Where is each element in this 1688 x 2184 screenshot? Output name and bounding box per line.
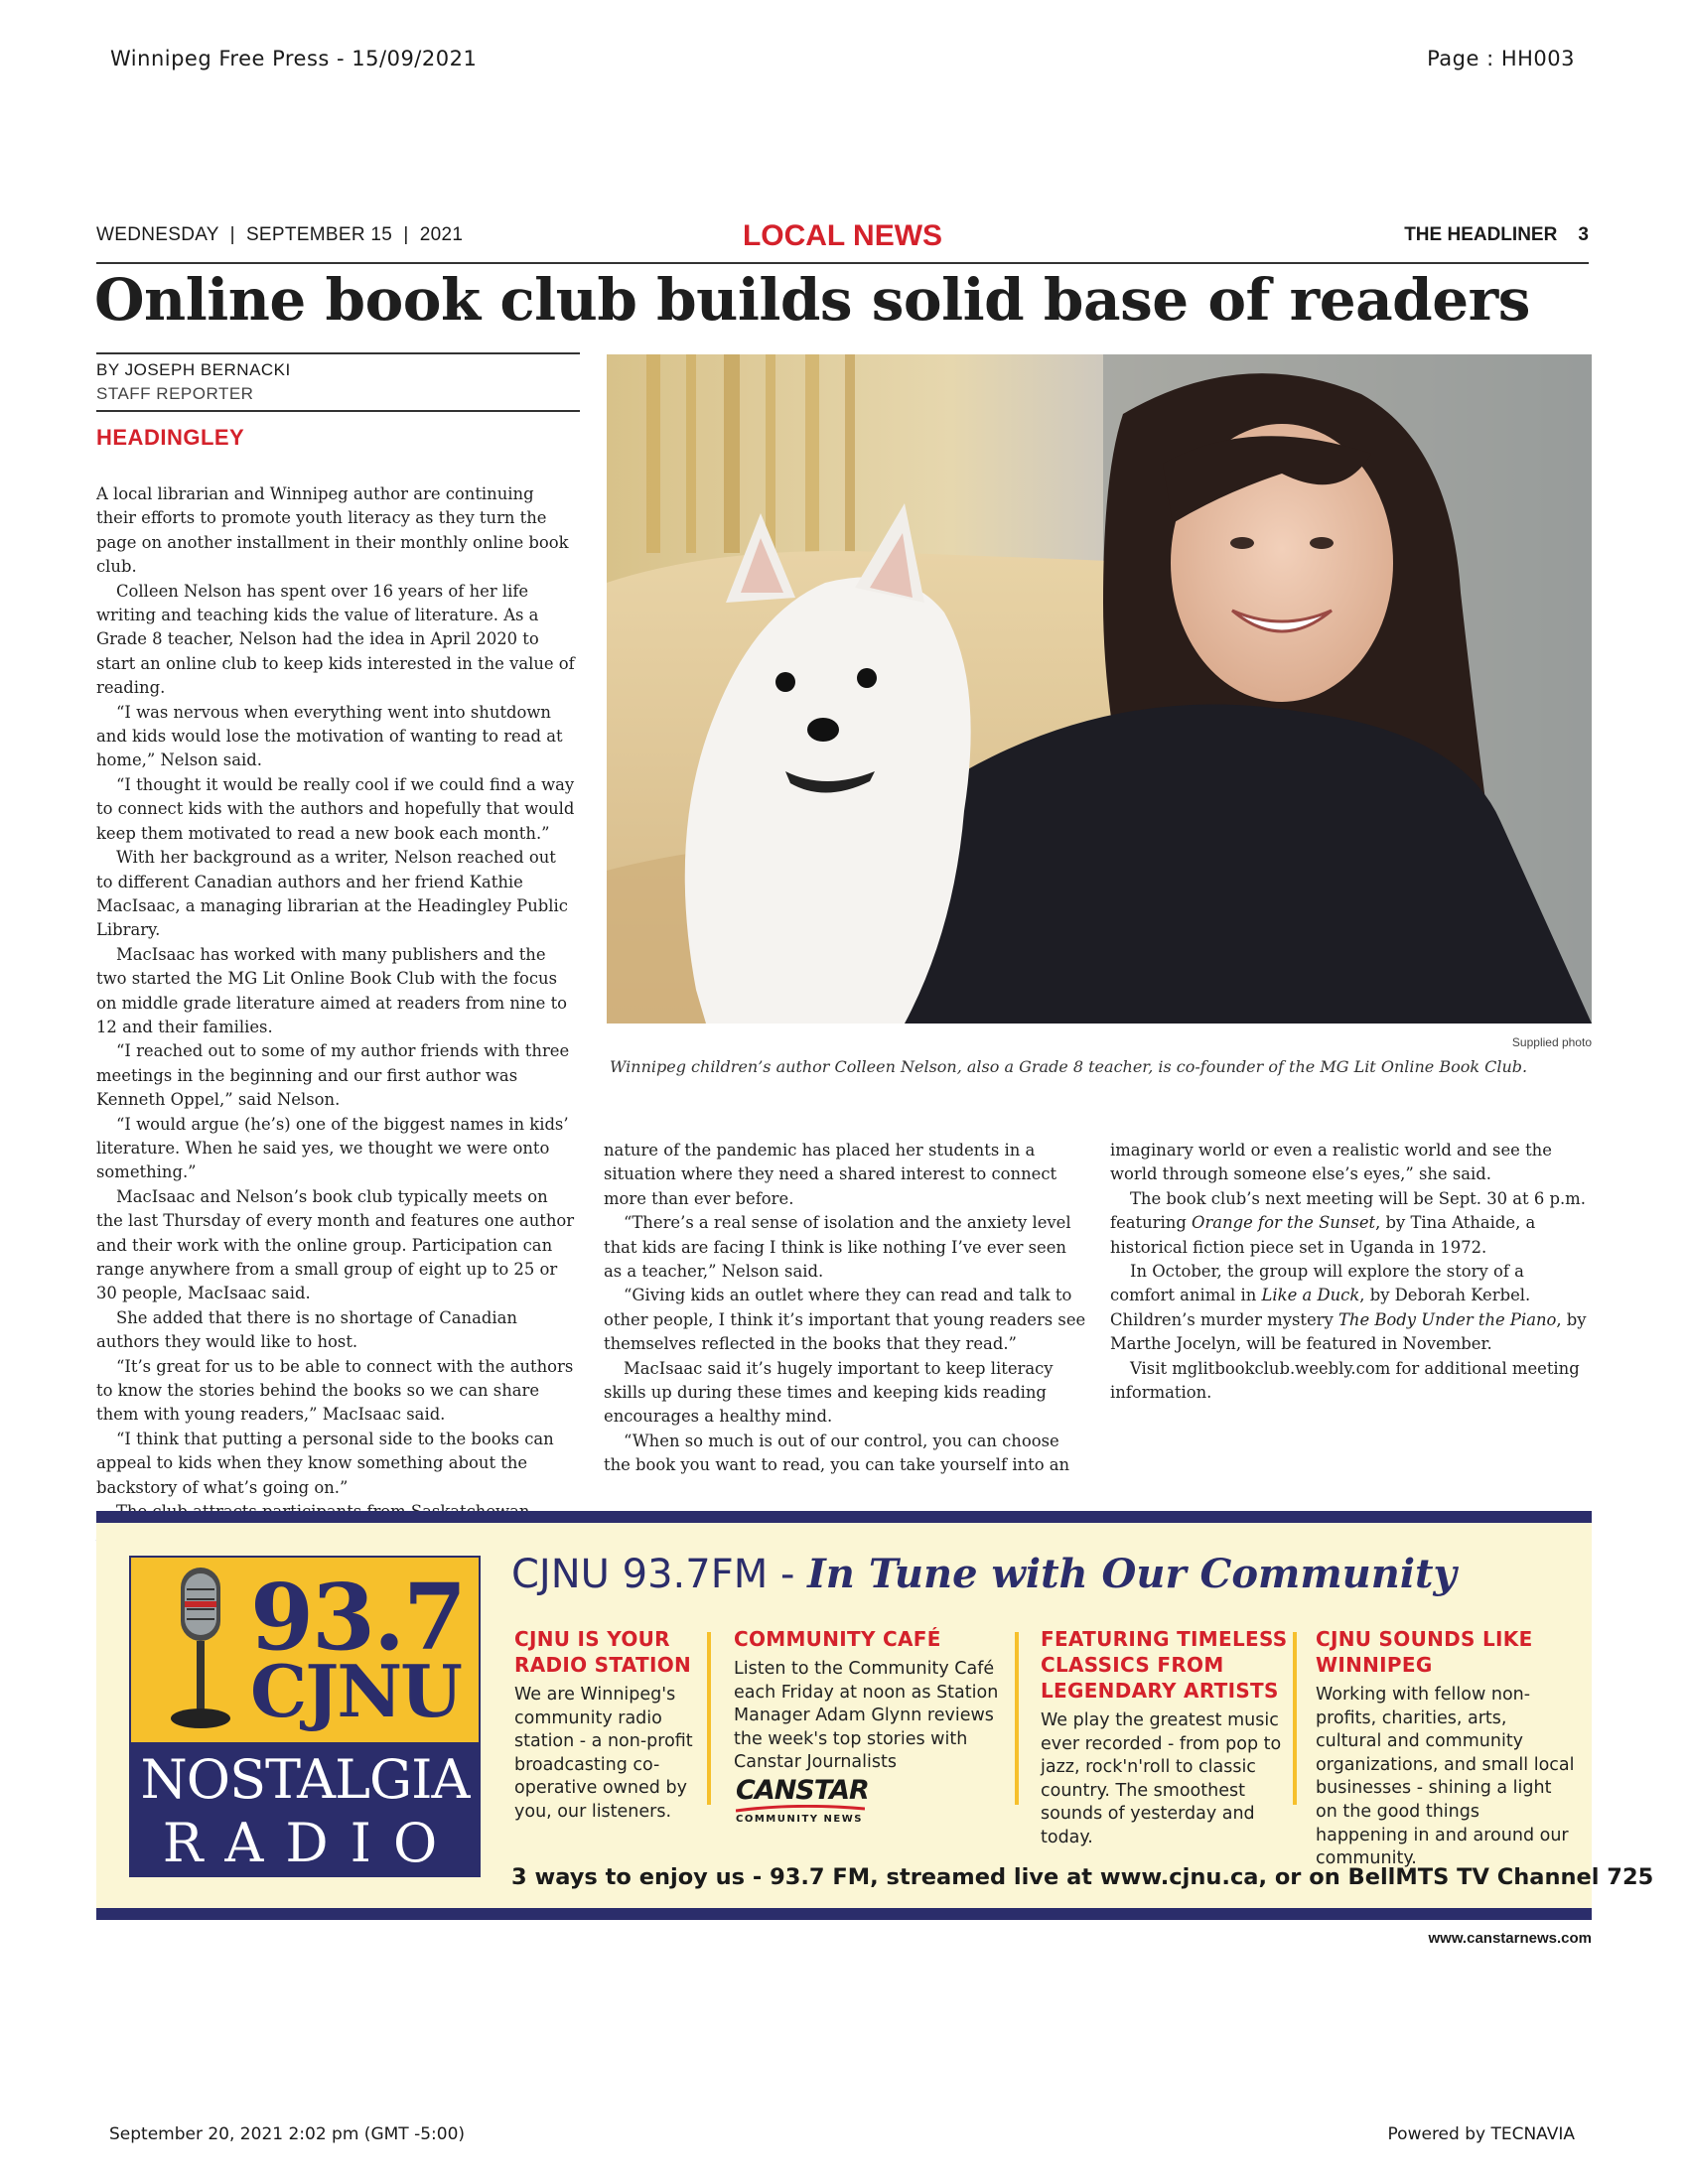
publication-name: THE HEADLINER 3 xyxy=(1404,224,1589,245)
paragraph: “I think that putting a personal side to the books can appeal to kids when they know something about the backstory of what’s going on.” xyxy=(96,1429,554,1497)
headline: Online book club builds solid base of readers xyxy=(94,266,1530,334)
logo-callsign: CJNU xyxy=(250,1649,461,1733)
photo-caption: Winnipeg children’s author Colleen Nelson, also a Grade 8 teacher, is co-founder of the MG Lit Online Book Club. xyxy=(610,1057,1528,1076)
ad-column-heading: FEATURING TIMELESS CLASSICS FROM LEGENDARY ARTISTS xyxy=(1041,1627,1288,1703)
ad-column-text: We play the greatest music ever recorded - from pop to jazz, rock'n'roll to classic country. The smoothest sounds of yesterday and today. xyxy=(1041,1710,1282,1847)
ad-column-heading: CJNU SOUNDS LIKE WINNIPEG xyxy=(1316,1627,1533,1677)
page-source-label: Winnipeg Free Press - 15/09/2021 xyxy=(110,47,478,70)
paragraph: Visit mglitbookclub.weebly.com for additional meeting information. xyxy=(1110,1358,1580,1403)
text-run: , by Marthe Jocelyn, will be featured in November. xyxy=(1110,1309,1587,1354)
section-label: LOCAL NEWS xyxy=(742,219,943,252)
paragraph: imaginary world or even a realistic world and see the world through someone else’s eyes,” she said. xyxy=(1110,1141,1552,1184)
site-url: www.canstarnews.com xyxy=(1428,1930,1592,1947)
paragraph: “Giving kids an outlet where they can read and talk to other people, I think it’s important that young readers see themselves reflected in the books that they read.” xyxy=(604,1286,1086,1354)
ad-column-heading: CJNU IS YOUR RADIO STATION xyxy=(514,1627,692,1677)
ad-column-4 xyxy=(1316,1626,1576,1871)
masthead-rule xyxy=(96,262,1589,264)
byline xyxy=(96,352,580,412)
paragraph: MacIsaac said it’s hugely important to keep literacy skills up during these times and keeping kids reading encourages a healthy mind. xyxy=(604,1358,1054,1427)
ad-column-text: Working with fellow non-profits, charities, arts, cultural and community organizations, and small local businesses - shining a light on the good things happening in and around our community. xyxy=(1316,1685,1575,1869)
ad-divider xyxy=(1015,1632,1019,1805)
text-run: , by Tina Athaide, a historical fiction piece set in Uganda in 1972. xyxy=(1110,1213,1536,1257)
paragraph xyxy=(1110,1187,1594,1260)
logo-band xyxy=(131,1742,479,1877)
ad-column-text: We are Winnipeg's community radio station - a non-profit broadcasting co-operative owned by you, our listeners. xyxy=(514,1685,693,1822)
ad-footer: 3 ways to enjoy us - 93.7 FM, streamed live at www.cjnu.ca, or on BellMTS TV Channel 725 xyxy=(511,1864,1654,1890)
ad-column-text: Listen to the Community Café each Friday at noon as Station Manager Adam Glynn reviews the week's top stories with Canstar Journalists xyxy=(734,1659,999,1773)
ad-divider xyxy=(707,1632,711,1805)
page-number-label: Page : HH003 xyxy=(1427,47,1575,70)
paragraph: “I was nervous when everything went into shutdown and kids would lose the motivation of wanting to read at home,” Nelson said. xyxy=(96,702,563,770)
text-run: In October, the group will explore the story of a comfort animal in xyxy=(1110,1262,1524,1305)
paragraph: With her background as a writer, Nelson reached out to different Canadian authors and her friend Kathie MacIsaac, a managing librarian at the Headingley Public Library. xyxy=(96,848,568,940)
logo-line-1: NOSTALGIA xyxy=(140,1748,470,1811)
canstar-swoosh-icon xyxy=(736,1805,865,1813)
cjnu-logo xyxy=(129,1556,481,1877)
article-column-2 xyxy=(604,1139,1087,1478)
byline-name: BY JOSEPH BERNACKI xyxy=(96,360,291,379)
text-run: , by Deborah Kerbel. Children’s murder mystery xyxy=(1110,1286,1531,1329)
ad-column-1 xyxy=(514,1626,703,1825)
paragraph: MacIsaac and Nelson’s book club typically meets on the last Thursday of every month and features one author and their work with the online group. Participation can range anywhere from a small group of eight up to 25 or 30 people, MacIsaac said. xyxy=(96,1186,575,1303)
microphone-icon xyxy=(161,1568,240,1736)
paragraph: She added that there is no shortage of Canadian authors they would like to host. xyxy=(96,1307,517,1352)
paragraph xyxy=(1110,1260,1594,1357)
paragraph: A local librarian and Winnipeg author are continuing their efforts to promote youth literacy as they turn the page on another installment in their monthly online book club. xyxy=(96,484,569,577)
photo-illustration xyxy=(607,354,1592,1024)
article-column-3 xyxy=(1110,1139,1594,1405)
radio-advertisement xyxy=(96,1511,1654,1920)
article-photo xyxy=(607,354,1592,1024)
paragraph: Colleen Nelson has spent over 16 years of her life writing and teaching kids the value of literature. As a Grade 8 teacher, Nelson had the idea in April 2020 to start an online club to keep kids interested in the value of reading. xyxy=(96,581,575,698)
paragraph: MacIsaac has worked with many publishers and the two started the MG Lit Online Book Club with the focus on middle grade literature aimed at readers from nine to 12 and their families. xyxy=(96,944,568,1036)
canstar-wordmark: CANSTAR xyxy=(736,1775,869,1806)
ad-column-heading: COMMUNITY CAFÉ xyxy=(734,1627,941,1651)
photo-credit: Supplied photo xyxy=(1511,1035,1592,1049)
logo-line-2: RADIO xyxy=(162,1812,460,1874)
book-title: Orange for the Sunset xyxy=(1192,1213,1376,1233)
paragraph: “It’s great for us to be able to connect with the authors to know the stories behind the books so we can share them with young readers,” MacIsaac said. xyxy=(96,1356,574,1425)
logo-frequency: 93.7 xyxy=(250,1564,466,1671)
ad-title xyxy=(511,1551,1457,1597)
canstar-logo xyxy=(736,1775,934,1835)
paragraph: “When so much is out of our control, you can choose the book you want to read, you can take yourself into an xyxy=(604,1431,1070,1475)
canstar-tagline: COMMUNITY NEWS xyxy=(736,1814,863,1825)
byline-role: STAFF REPORTER xyxy=(96,384,254,403)
powered-by: Powered by TECNAVIA xyxy=(1387,2124,1575,2144)
paragraph: “I reached out to some of my author friends with three meetings in the beginning and our first author was Kenneth Oppel,” said Nelson. xyxy=(96,1041,570,1110)
ad-column-3 xyxy=(1041,1626,1291,1850)
ad-column-2 xyxy=(734,1626,1012,1775)
book-title: The Body Under the Piano xyxy=(1337,1309,1557,1329)
article-column-1 xyxy=(96,482,575,1572)
masthead-date: WEDNESDAY | SEPTEMBER 15 | 2021 xyxy=(96,224,464,245)
paragraph: “I would argue (he’s) one of the biggest names in kids’ literature. When he said yes, we thought we were onto something.” xyxy=(96,1114,569,1182)
paragraph: “There’s a real sense of isolation and the anxiety level that kids are facing I think is like nothing I’ve ever seen as a teacher,” Nelson said. xyxy=(604,1213,1071,1282)
text-run: The book club’s next meeting will be Sept. 30 at 6 p.m. featuring xyxy=(1110,1188,1586,1233)
ad-title-italic: In Tune with Our Community xyxy=(807,1551,1457,1597)
paragraph: “I thought it would be really cool if we could find a way to connect kids with the authors and hopefully that would keep them motivated to read a new book each month.” xyxy=(96,774,575,843)
ad-title-plain: CJNU 93.7FM - xyxy=(511,1552,808,1597)
book-title: Like a Duck xyxy=(1261,1286,1360,1305)
ad-divider xyxy=(1293,1632,1297,1805)
dateline: HEADINGLEY xyxy=(96,425,245,450)
paragraph: nature of the pandemic has placed her students in a situation where they need a shared interest to connect more than ever before. xyxy=(604,1141,1057,1208)
print-timestamp: September 20, 2021 2:02 pm (GMT -5:00) xyxy=(109,2124,466,2144)
masthead xyxy=(96,219,1589,262)
